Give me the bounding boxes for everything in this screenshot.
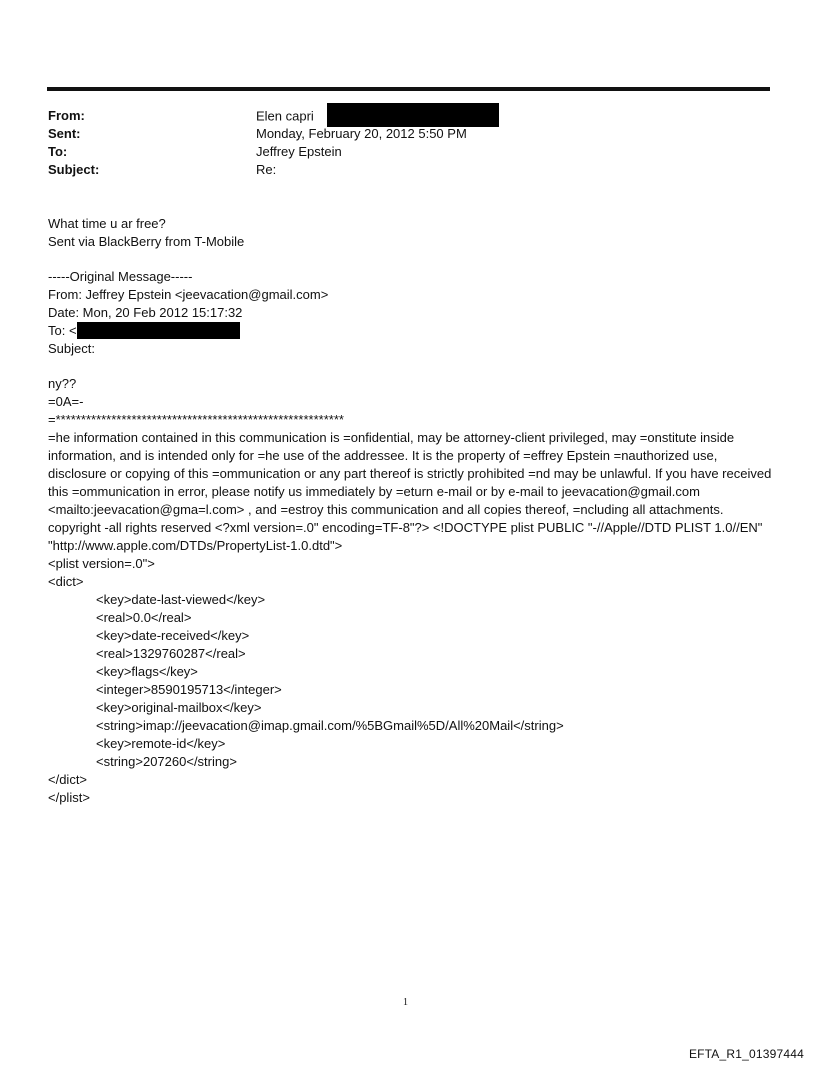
subject-value: Re: [256,162,277,177]
plist-line: <string>207260</string> [96,754,237,769]
plist-open: <plist version=.0"> [48,556,155,571]
plist-line: <key>flags</key> [96,664,198,679]
plist-line: <key>date-last-viewed</key> [96,592,266,607]
subject-label: Subject: [48,162,100,177]
message-line-1: What time u ar free? [48,216,166,231]
message-line-2: Sent via BlackBerry from T-Mobile [48,234,245,249]
original-subject: Subject: [48,341,95,356]
dict-close: </dict> [48,772,88,787]
from-value-row [256,107,499,127]
sent-value: Monday, February 20, 2012 5:50 PM [256,126,467,141]
original-from: From: Jeffrey Epstein <jeevacation@gmail.com> [48,287,329,302]
original-to: To: < [48,323,77,338]
dict-open: <dict> [48,574,84,589]
plist-line: <real>1329760287</real> [96,646,246,661]
plist-line: <integer>8590195713</integer> [96,682,282,697]
from-value: Elen capri [256,108,314,124]
redaction-box [77,322,240,339]
confidentiality-disclaimer: =he information contained in this communication is =onfidential, may be attorney-client privileged, may =onstitute inside information, and is intended only for =he use of the addressee. It is the property of =effrey Epstein =nauthorized use, disclosure or copying of this =ommunication or any part thereof is strictly prohibited =nd may be unlawful. If you have received this =ommunication in error, please notify us immediately by =eturn e-mail or by e-mail to jeevacation@gmail.com <mailto:jeevacation@gma=l.com> , and =estroy this communication and all copies thereof, =ncluding all attachments. copyright -all rights reserved <?xml version=.0" encoding=TF-8"?> <!DOCTYPE plist PUBLIC "-//Apple//DTD PLIST 1.0//EN" "http://www.apple.com/DTDs/PropertyList-1.0.dtd"> [48,430,772,553]
from-label: From: [48,108,85,123]
plist-close: </plist> [48,790,90,805]
original-body-1: ny?? [48,376,77,391]
page-number: 1 [403,997,408,1008]
document-id: EFTA_R1_01397444 [688,1047,804,1061]
redaction-box [327,103,499,127]
original-body-2: =0A=- [48,394,84,409]
header-rule [47,87,770,91]
to-label: To: [48,144,68,159]
to-value: Jeffrey Epstein [256,144,342,159]
original-to-row [48,322,778,340]
original-date: Date: Mon, 20 Feb 2012 15:17:32 [48,305,243,320]
original-separator: -----Original Message----- [48,269,193,284]
plist-line: <real>0.0</real> [96,610,192,625]
plist-line: <key>date-received</key> [96,628,250,643]
original-stars: =********************************************************* [48,412,344,427]
sent-label: Sent: [48,126,81,141]
plist-line: <key>original-mailbox</key> [96,700,262,715]
plist-line: <key>remote-id</key> [96,736,226,751]
plist-line: <string>imap://jeevacation@imap.gmail.com/%5BGmail%5D/All%20Mail</string> [96,718,564,733]
